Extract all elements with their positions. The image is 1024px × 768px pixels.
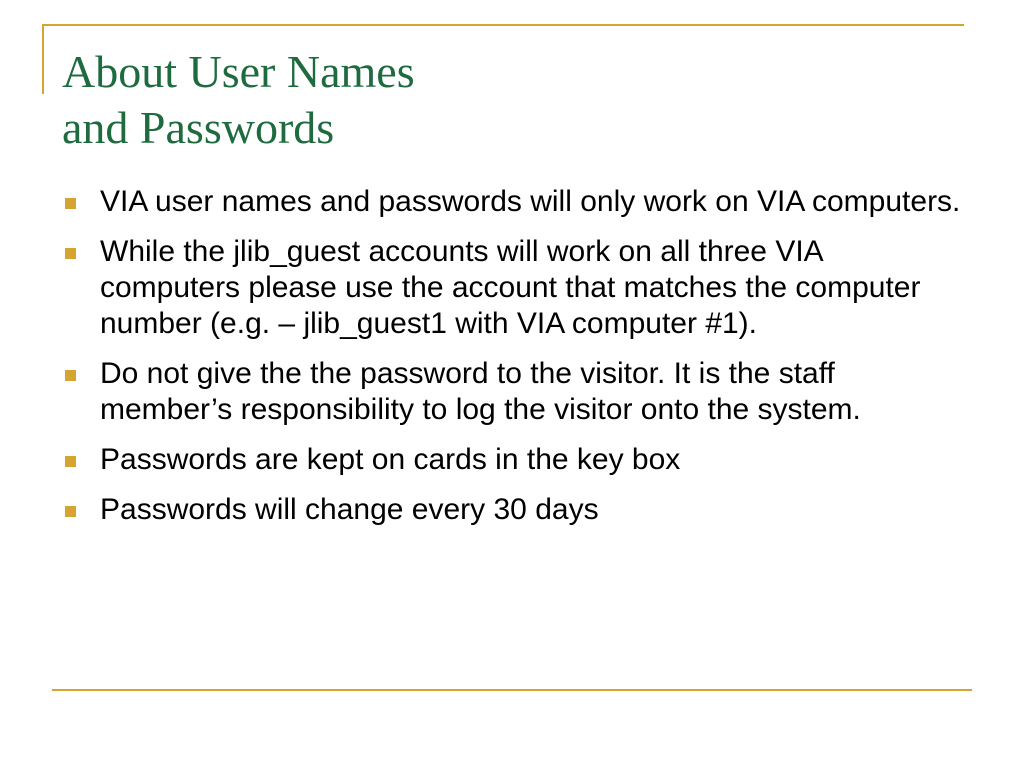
- square-bullet-icon: [65, 506, 76, 517]
- square-bullet-icon: [65, 370, 76, 381]
- bullet-item: [62, 492, 962, 528]
- bullet-text: VIA user names and passwords will only work on VIA computers.: [100, 185, 961, 218]
- bullet-text: Passwords will change every 30 days: [100, 493, 599, 526]
- bullet-item: [62, 234, 962, 342]
- slide-title-line-1: About User Names: [62, 46, 415, 97]
- left-border-line: [42, 24, 44, 94]
- bullet-item: [62, 184, 962, 220]
- bullet-item: [62, 356, 962, 428]
- square-bullet-icon: [65, 198, 76, 209]
- square-bullet-icon: [65, 456, 76, 467]
- bullet-text: While the jlib_guest accounts will work on all three VIA computers please use the account that matches the computer number (e.g. – jlib_guest1 with VIA computer #1).: [100, 235, 921, 340]
- bottom-border-line: [52, 689, 972, 691]
- slide-title-line-2: and Passwords: [62, 102, 335, 153]
- bullet-item: [62, 442, 962, 478]
- square-bullet-icon: [65, 248, 76, 259]
- bullet-text: Do not give the the password to the visitor. It is the staff member’s responsibility to log the visitor onto the system.: [100, 357, 861, 426]
- bullet-text: Passwords are kept on cards in the key box: [100, 443, 681, 476]
- slide-title: [62, 44, 942, 156]
- top-border-line: [42, 24, 964, 26]
- bullet-list: [62, 184, 962, 542]
